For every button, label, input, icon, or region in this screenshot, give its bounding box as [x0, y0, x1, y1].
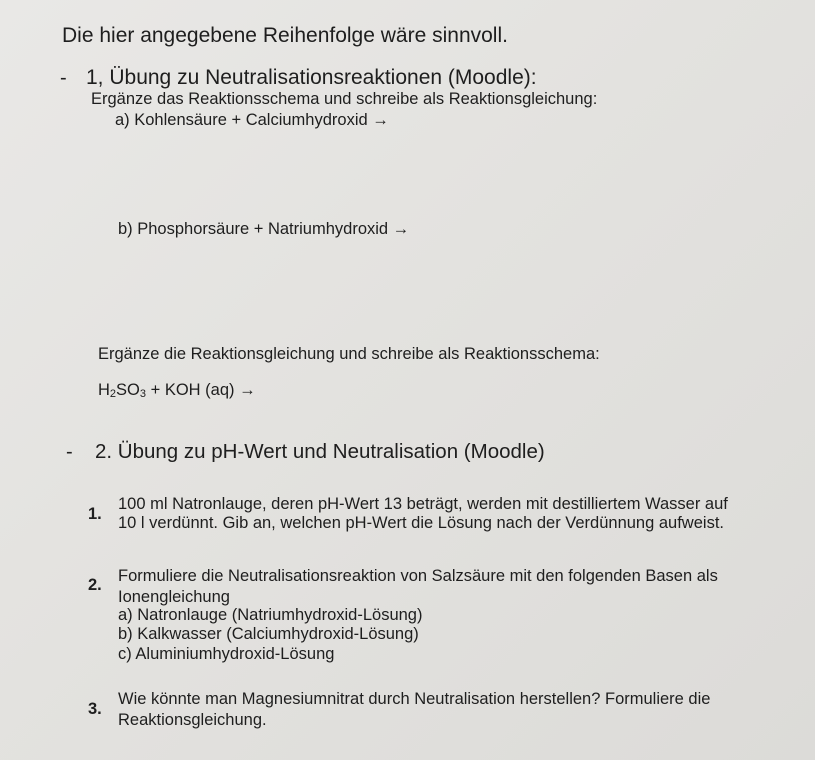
q1-line1: 100 ml Natronlauge, deren pH-Wert 13 beträgt, werden mit destilliertem Wasser auf [118, 495, 728, 513]
equation-h2so3-koh: H2SO3 + KOH (aq) → [98, 381, 256, 400]
section2-heading: 2. Übung zu pH-Wert und Neutralisation (Moodle) [95, 440, 545, 463]
q1-line2: 10 l verdünnt. Gib an, welchen pH-Wert die Lösung nach der Verdünnung aufweist. [118, 514, 724, 532]
q2-option-a: a) Natronlauge (Natriumhydroxid-Lösung) [118, 606, 423, 624]
q2-option-c: c) Aluminiumhydroxid-Lösung [118, 645, 335, 663]
section1-dash: - [60, 67, 67, 89]
section1-instruction: Ergänze das Reaktionsschema und schreibe als Reaktionsgleichung: [91, 90, 598, 108]
q3-line1: Wie könnte man Magnesiumnitrat durch Neutralisation herstellen? Formuliere die [118, 690, 711, 708]
q3-line2: Reaktionsgleichung. [118, 711, 267, 729]
q3-number: 3. [88, 700, 102, 718]
intro-text: Die hier angegebene Reihenfolge wäre sinnvoll. [62, 24, 508, 47]
q2-number: 2. [88, 576, 102, 594]
section2-dash: - [66, 441, 73, 463]
q1-number: 1. [88, 505, 102, 523]
task-a: a) Kohlensäure + Calciumhydroxid → [115, 111, 389, 129]
q2-line1: Formuliere die Neutralisationsreaktion von Salzsäure mit den folgenden Basen als [118, 567, 718, 585]
q2-line2: Ionengleichung [118, 588, 230, 606]
task-b: b) Phosphorsäure + Natriumhydroxid → [118, 220, 410, 238]
section1-heading: 1, Übung zu Neutralisationsreaktionen (Moodle): [86, 66, 537, 89]
section1-instruction2: Ergänze die Reaktionsgleichung und schreibe als Reaktionsschema: [98, 345, 600, 363]
q2-option-b: b) Kalkwasser (Calciumhydroxid-Lösung) [118, 625, 419, 643]
